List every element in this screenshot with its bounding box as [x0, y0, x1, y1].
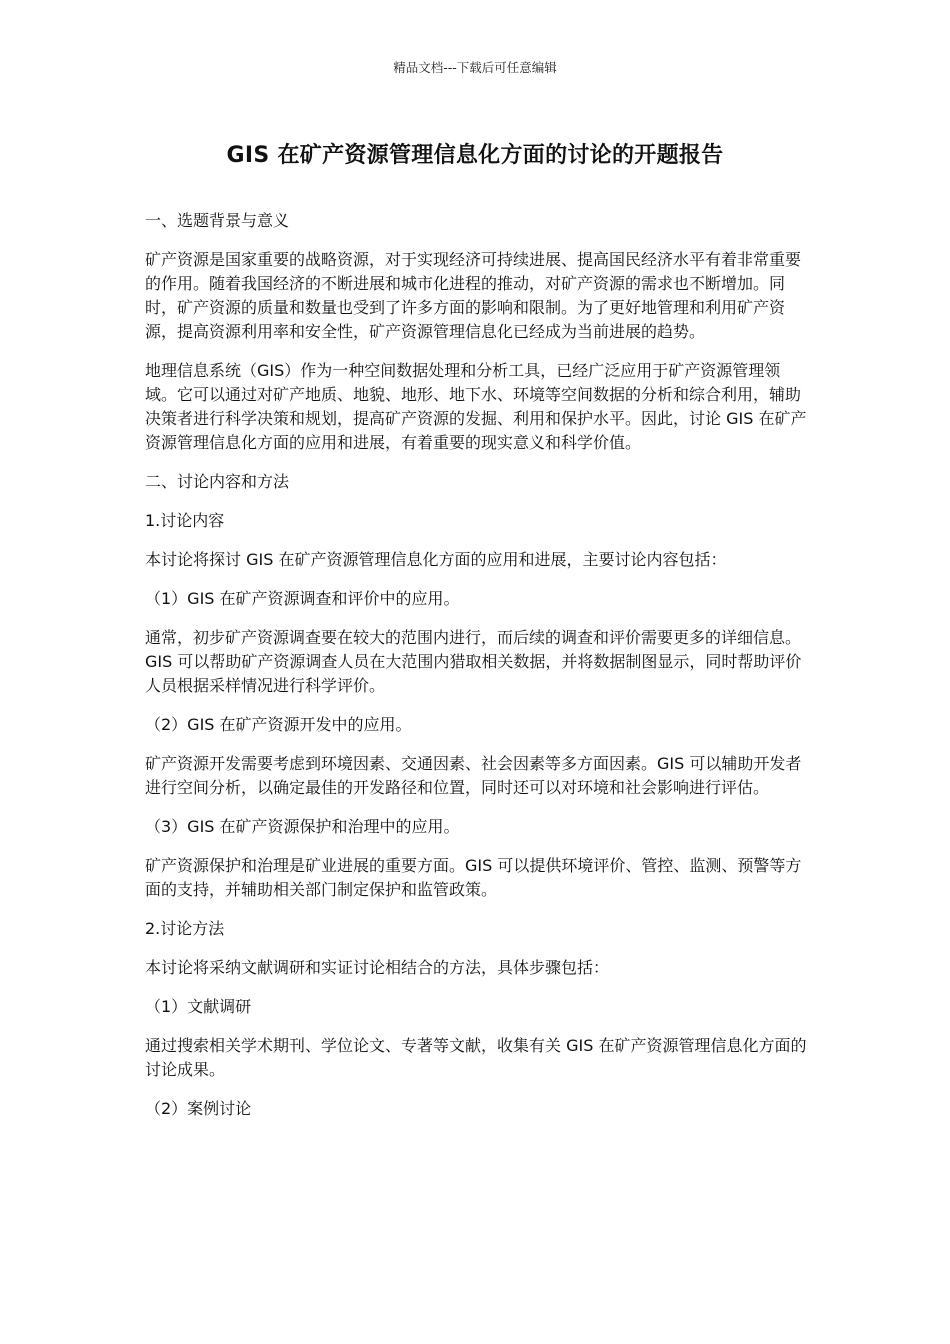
list-item-case-study: （2）案例讨论: [145, 1099, 252, 1118]
list-item-literature: （1）文献调研: [145, 997, 252, 1016]
header-note: 精品文档---下载后可任意编辑: [393, 60, 557, 75]
paragraph-protection: 矿产资源保护和治理是矿业进展的重要方面。GIS 可以提供环境评价、管控、监测、预警等方面的支持，并辅助相关部门制定保护和监管政策。: [145, 856, 802, 899]
subheading-content: 1.讨论内容: [145, 511, 225, 530]
paragraph-background-1: 矿产资源是国家重要的战略资源，对于实现经济可持续进展、提高国民经济水平有着非常重要的作用。随着我国经济的不断进展和城市化进程的推动，对矿产资源的需求也不断增加。同时，矿产资源的质量和数量也受到了许多方面的影响和限制。为了更好地管理和利用矿产资源，提高资源利用率和安全性，矿产资源管理信息化已经成为当前进展的趋势。: [145, 250, 802, 341]
document-title: GIS 在矿产资源管理信息化方面的讨论的开题报告: [226, 143, 724, 168]
section-heading-content-method: 二、讨论内容和方法: [145, 472, 290, 491]
section-heading-background: 一、选题背景与意义: [145, 211, 290, 230]
paragraph-development: 矿产资源开发需要考虑到环境因素、交通因素、社会因素等多方面因素。GIS 可以辅助开发者进行空间分析，以确定最佳的开发路径和位置，同时还可以对环境和社会影响进行评估。: [145, 754, 802, 797]
subheading-method: 2.讨论方法: [145, 919, 225, 938]
list-item-survey: （1）GIS 在矿产资源调查和评价中的应用。: [145, 589, 460, 608]
document-body: [145, 209, 810, 1136]
paragraph-literature: 通过搜索相关学术期刊、学位论文、专著等文献，收集有关 GIS 在矿产资源管理信息化方面的讨论成果。: [145, 1036, 807, 1079]
paragraph-background-2: 地理信息系统（GIS）作为一种空间数据处理和分析工具，已经广泛应用于矿产资源管理领域。它可以通过对矿产地质、地貌、地形、地下水、环境等空间数据的分析和综合利用，辅助决策者进行科学决策和规划，提高矿产资源的发掘、利用和保护水平。因此，讨论 GIS 在矿产资源管理信息化方面的应用和进展，有着重要的现实意义和科学价值。: [145, 361, 807, 452]
list-item-development: （2）GIS 在矿产资源开发中的应用。: [145, 715, 412, 734]
paragraph-content-intro: 本讨论将探讨 GIS 在矿产资源管理信息化方面的应用和进展，主要讨论内容包括：: [145, 550, 727, 569]
paragraph-survey: 通常，初步矿产资源调查要在较大的范围内进行，而后续的调查和评价需要更多的详细信息。GIS 可以帮助矿产资源调查人员在大范围内猎取相关数据，并将数据制图显示，同时帮助评价人员根据采样情况进行科学评价。: [145, 628, 802, 695]
paragraph-method-intro: 本讨论将采纳文献调研和实证讨论相结合的方法，具体步骤包括：: [145, 958, 610, 977]
list-item-protection: （3）GIS 在矿产资源保护和治理中的应用。: [145, 817, 460, 836]
